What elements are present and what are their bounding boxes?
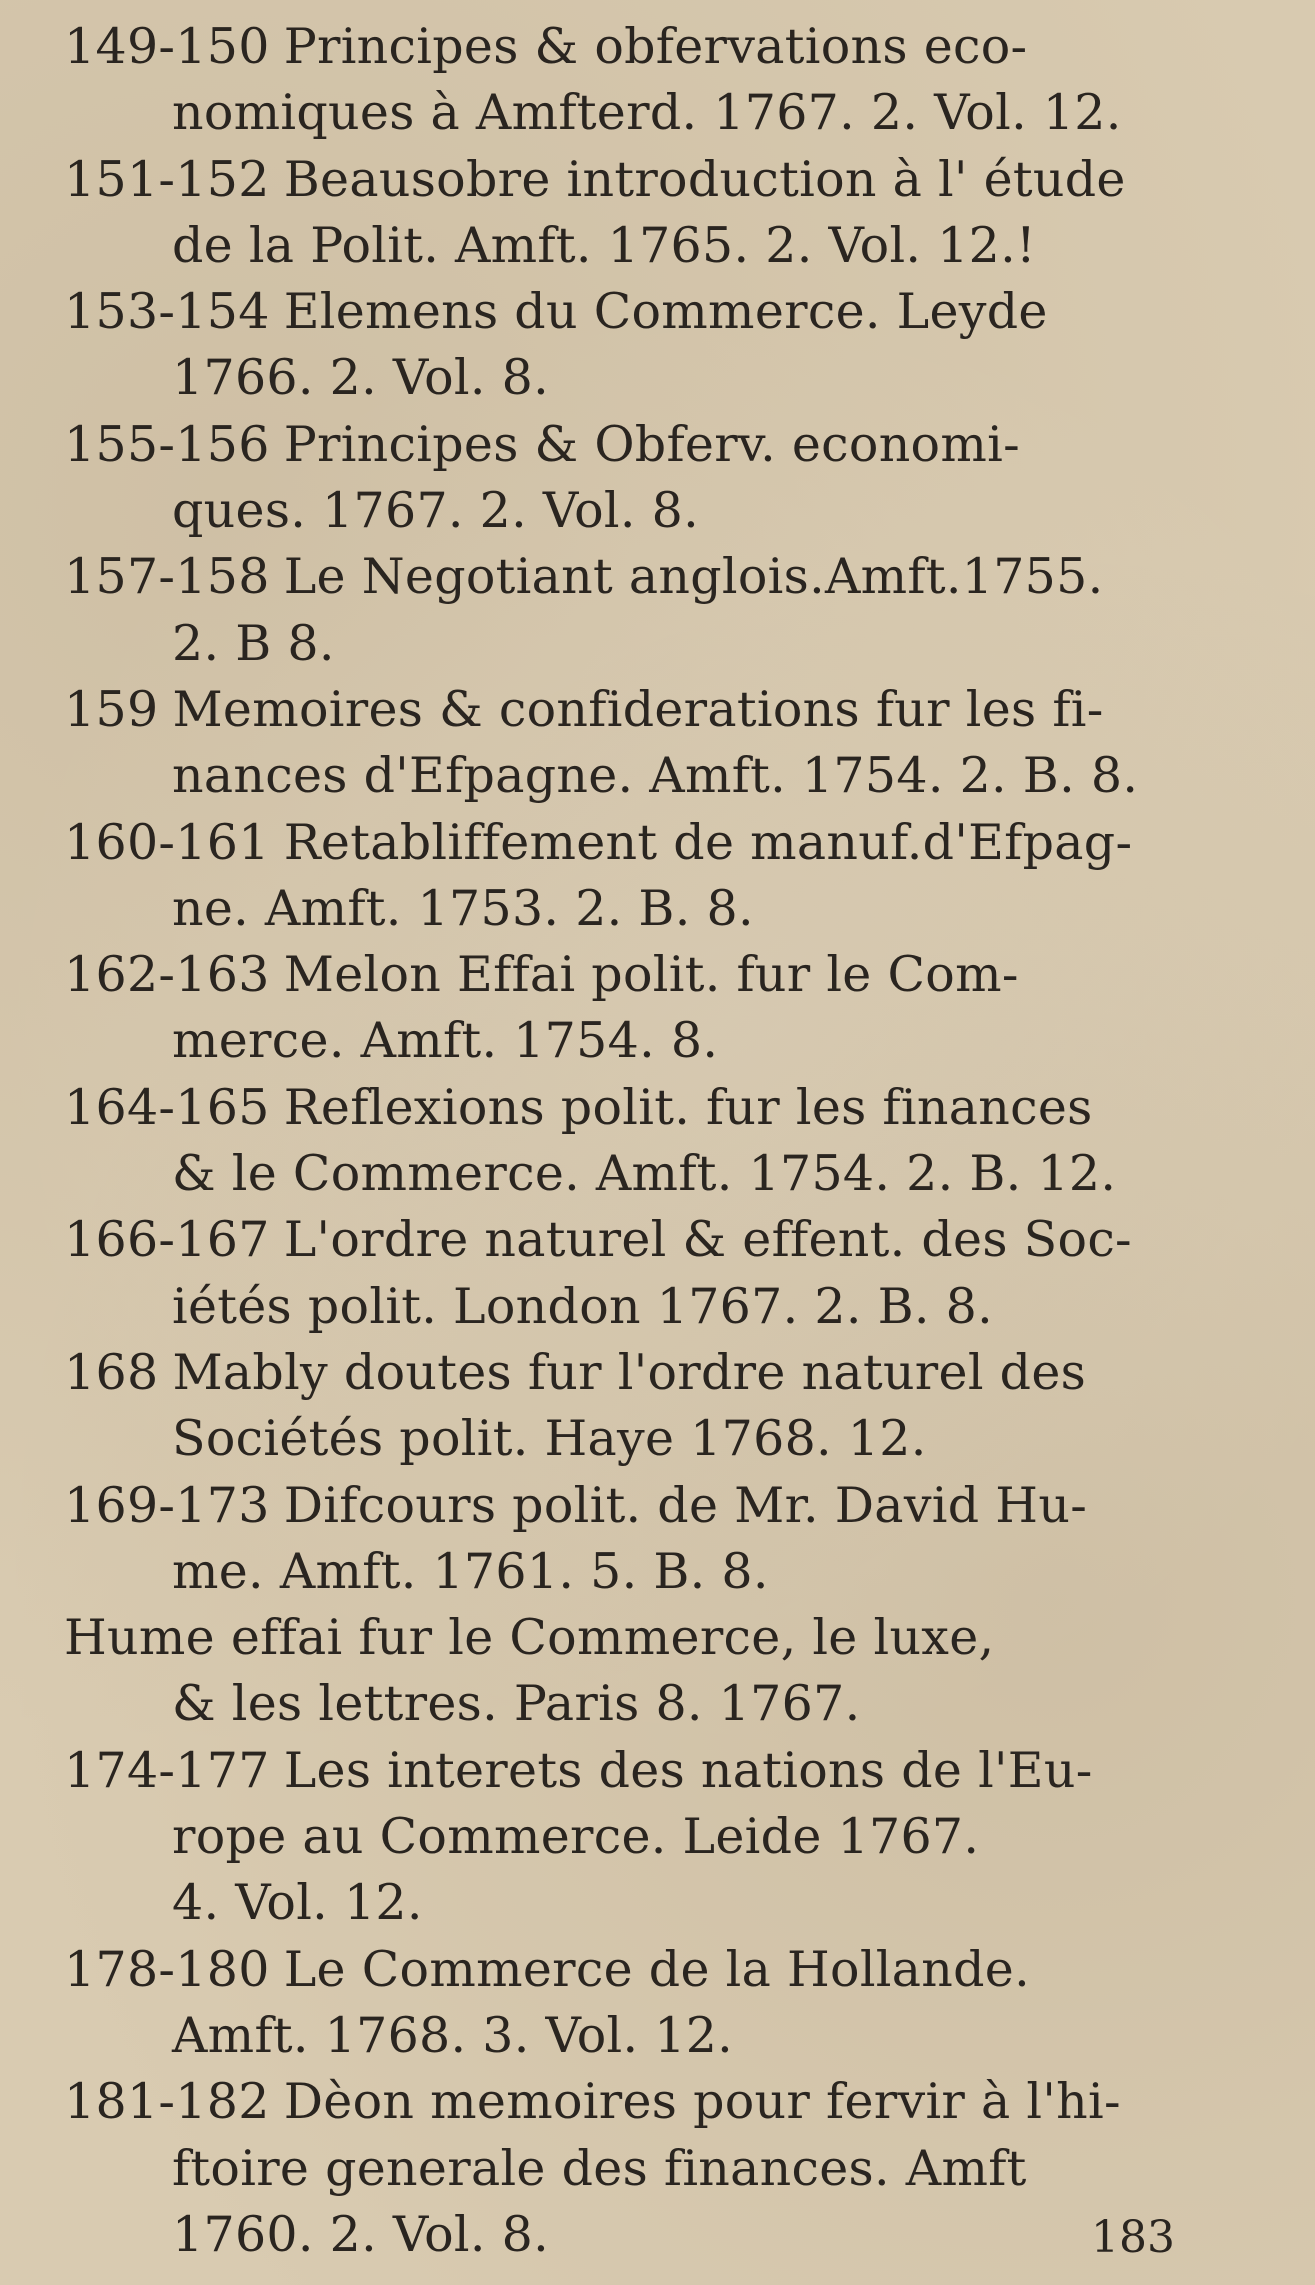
entry-text: Les interets des nations de l'Eu-: [283, 1741, 1093, 1799]
entry-text: Beausobre introduction à l' étude: [283, 150, 1126, 208]
entry-line: iétés polit. London 1767. 2. B. 8.: [172, 1277, 994, 1335]
entry-line: [64, 1075, 1234, 1141]
entry-text: Melon Effai polit. fur le Com-: [283, 946, 1019, 1004]
entry-number: 157-158: [64, 548, 270, 606]
entry-number: 181-182: [64, 2073, 270, 2131]
entry-text: Reflexions polit. fur les finances: [283, 1078, 1093, 1136]
entry-line: 1760. 2. Vol. 8.: [172, 2205, 549, 2263]
catalogue-entry: [64, 14, 1234, 147]
catalogue-entry: [64, 279, 1234, 412]
entry-line: [64, 942, 1234, 1008]
catalogue-entry: [64, 1340, 1234, 1473]
catalogue-entry: [64, 1605, 1234, 1738]
entry-text: Difcours polit. de Mr. David Hu-: [283, 1476, 1088, 1534]
entry-number: 160-161: [64, 813, 270, 871]
entry-number: 166-167: [64, 1211, 270, 1269]
catalogue-entry: [64, 1075, 1234, 1208]
entry-line: & le Commerce. Amft. 1754. 2. B. 12.: [172, 1145, 1117, 1203]
catalogue-entry: [64, 677, 1234, 810]
entry-line: [64, 1207, 1234, 1273]
entry-line: Sociétés polit. Haye 1768. 12.: [172, 1410, 927, 1468]
entry-line: [64, 1738, 1234, 1804]
entry-text: Le Negotiant anglois.Amft.1755.: [283, 548, 1104, 606]
entry-number: 149-150: [64, 18, 270, 75]
entry-line: ques. 1767. 2. Vol. 8.: [172, 482, 699, 540]
entry-text: Elemens du Commerce. Leyde: [283, 283, 1048, 341]
entry-number: 151-152: [64, 150, 270, 208]
catalogue-entry: [64, 147, 1234, 280]
entry-line: [64, 147, 1234, 213]
entry-number: 169-173: [64, 1476, 270, 1534]
entry-line: [64, 1473, 1234, 1539]
entry-number: 164-165: [64, 1078, 270, 1136]
catalogue-entry: [64, 1738, 1234, 1937]
catalogue-entry: [64, 1473, 1234, 1606]
entry-line: ftoire generale des finances. Amft: [172, 2139, 1027, 2197]
entry-number: 174-177: [64, 1741, 270, 1799]
catalogue-entry: [64, 412, 1234, 545]
entry-line: [64, 412, 1234, 478]
entry-text: L'ordre naturel & effent. des Soc-: [283, 1211, 1132, 1269]
catalogue-entry: [64, 942, 1234, 1075]
entry-number: 159: [64, 680, 159, 738]
entry-line: Amft. 1768. 3. Vol. 12.: [172, 2006, 734, 2064]
entry-line: nances d'Efpagne. Amft. 1754. 2. B. 8.: [172, 747, 1139, 805]
entry-text: Hume effai fur le Commerce, le luxe,: [64, 1609, 995, 1667]
entry-number: 168: [64, 1343, 159, 1401]
entry-line: 1766. 2. Vol. 8.: [172, 349, 549, 407]
entry-line: ne. Amft. 1753. 2. B. 8.: [172, 879, 754, 937]
entry-text: Mably doutes fur l'ordre naturel des: [172, 1343, 1087, 1401]
entry-line: me. Amft. 1761. 5. B. 8.: [172, 1542, 769, 1600]
entry-text: Principes & Obferv. economi-: [283, 415, 1020, 473]
entry-line: [64, 677, 1234, 743]
entry-line: & les lettres. Paris 8. 1767.: [172, 1675, 861, 1733]
entry-line: [64, 1340, 1234, 1406]
entry-line: nomiques à Amfterd. 1767. 2. Vol. 12.: [172, 84, 1122, 142]
entry-text: Retabliffement de manuf.d'Efpag-: [283, 813, 1133, 871]
entry-number: 153-154: [64, 283, 270, 341]
page-number: 183: [1091, 2212, 1175, 2263]
entry-number: 155-156: [64, 415, 270, 473]
entry-line: [64, 279, 1234, 345]
catalogue-entry: [64, 544, 1234, 677]
catalogue-entry: [64, 810, 1234, 943]
catalogue-entry: [64, 2069, 1234, 2268]
catalogue-entry: [64, 1937, 1234, 2070]
entry-number: 162-163: [64, 946, 270, 1004]
entry-line: 2. B 8.: [172, 614, 335, 672]
entry-line: [64, 2069, 1234, 2135]
entry-line: [64, 544, 1234, 610]
entry-number: 178-180: [64, 1940, 270, 1998]
entry-text: Le Commerce de la Hollande.: [283, 1940, 1030, 1998]
entry-line: [64, 810, 1234, 876]
entry-text: Principes & obfervations eco-: [283, 18, 1028, 75]
entry-line: [64, 1605, 1234, 1671]
entry-line: de la Polit. Amft. 1765. 2. Vol. 12.!: [172, 216, 1037, 274]
entry-line: rope au Commerce. Leide 1767.: [172, 1808, 980, 1866]
entry-text: Memoires & confiderations fur les fi-: [172, 680, 1104, 738]
entry-text: Dèon memoires pour fervir à l'hi-: [283, 2073, 1121, 2131]
catalogue-entries: [64, 14, 1234, 2268]
entry-line: [64, 14, 1234, 80]
entry-line: merce. Amft. 1754. 8.: [172, 1012, 719, 1070]
entry-line: [64, 1937, 1234, 2003]
entry-line: 4. Vol. 12.: [172, 1874, 423, 1932]
catalogue-entry: [64, 1207, 1234, 1340]
